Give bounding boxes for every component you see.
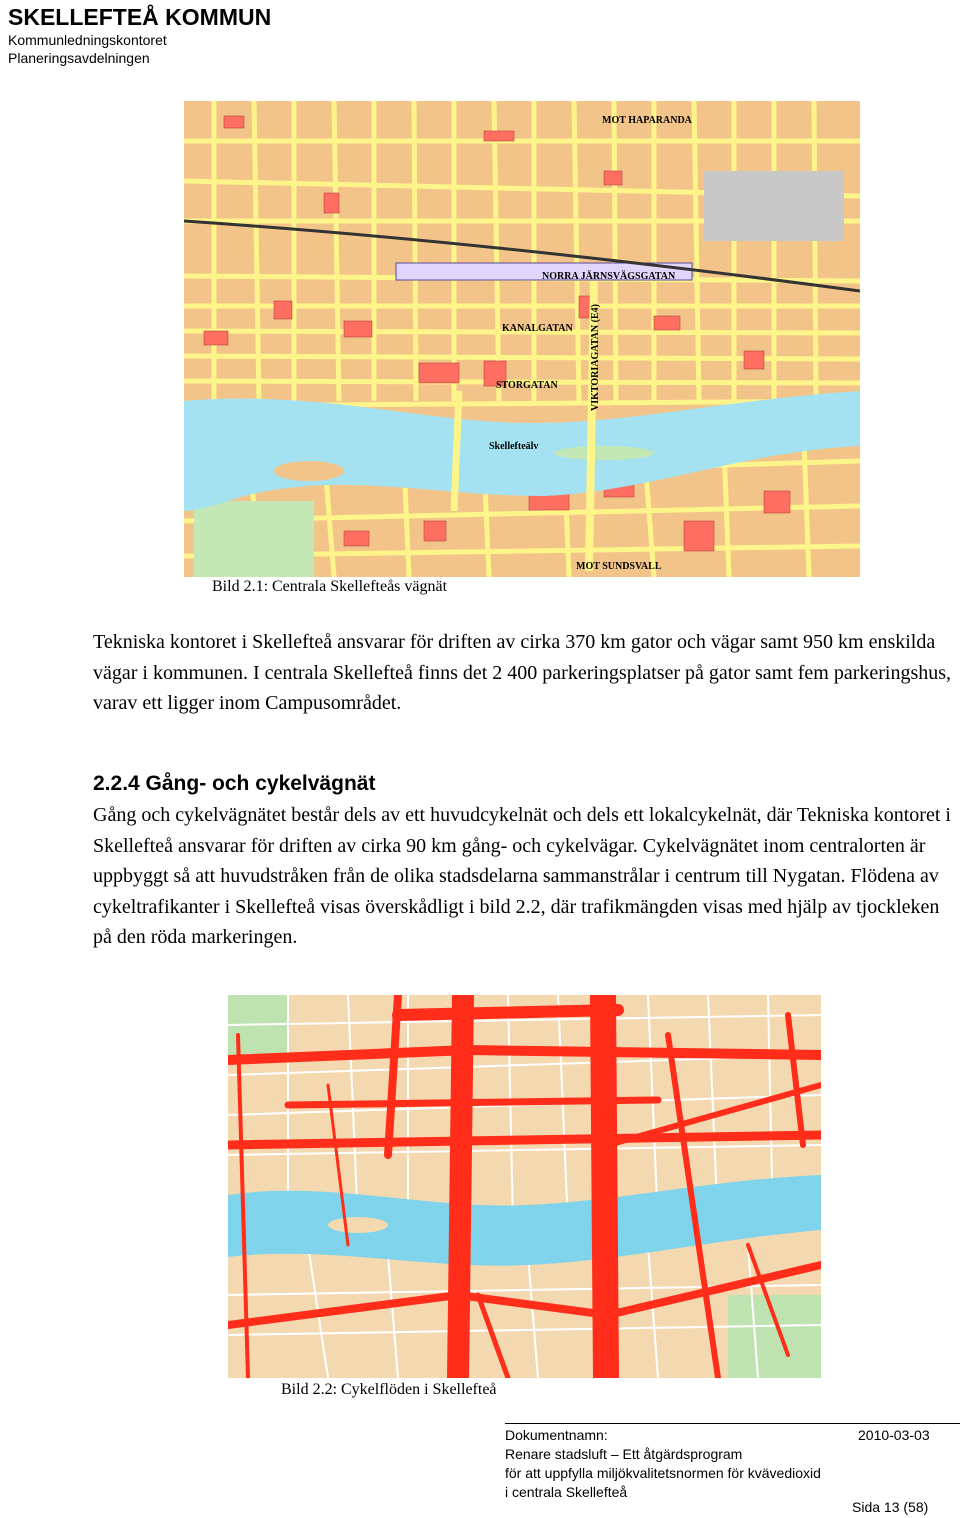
org-name: SKELLEFTEÅ KOMMUN [8, 4, 272, 30]
label-mot-haparanda: MOT HAPARANDA [602, 115, 692, 126]
river-island [274, 461, 344, 481]
label-viktoriagatan: VIKTORIAGATAN (E4) [590, 304, 601, 411]
river-island [554, 446, 654, 460]
document-title-line3: i centrala Skellefteå [505, 1484, 628, 1500]
page-number: Sida 13 (58) [852, 1499, 929, 1515]
label-skelleftealv: Skellefteälv [489, 441, 539, 452]
label-storgatan: STORGATAN [496, 380, 558, 391]
figure-caption-2: Bild 2.2: Cykelflöden i Skellefteå [281, 1381, 497, 1398]
document-title-line1: Renare stadsluft – Ett åtgärdsprogram [505, 1446, 743, 1462]
figure-caption-1: Bild 2.1: Centrala Skellefteås vägnät [212, 578, 448, 595]
footer-divider [505, 1423, 960, 1424]
unit-name: Planeringsavdelningen [8, 50, 150, 66]
label-mot-sundsvall: MOT SUNDSVALL [576, 561, 662, 572]
park-area [194, 501, 314, 577]
park-area [704, 171, 844, 241]
bridge [454, 391, 459, 511]
road-network-map [184, 101, 860, 577]
label-norra-jarnvagsgatan: NORRA JÄRNSVÄGSGATAN [542, 271, 676, 282]
document-date: 2010-03-03 [858, 1427, 930, 1443]
department-name: Kommunledningskontoret [8, 32, 167, 48]
section-heading: 2.2.4 Gång- och cykelvägnät [93, 772, 376, 795]
document-title-line2: för att uppfylla miljökvalitetsnormen för kvävedioxid [505, 1465, 821, 1481]
document-name-label: Dokumentnamn: [505, 1427, 608, 1443]
label-kanalgatan: KANALGATAN [502, 323, 573, 334]
paragraph-road-maintenance: Tekniska kontoret i Skellefteå ansvarar för driften av cirka 370 km gator och vägar samt 950 km enskilda vägar i kommunen. I centrala Skellefteå finns det 2 400 parkeringsplatser på gator samt fem parkeringshus, varav ett ligger inom Campusområdet. [93, 631, 952, 714]
park-area [728, 1295, 821, 1378]
river-island [328, 1217, 388, 1233]
cycle-flow-map [228, 995, 821, 1378]
paragraph-cycle-network: Gång och cykelvägnätet består dels av ett huvudcykelnät och dels ett lokalcykelnät, där Tekniska kontoret i Skellefteå ansvarar för driften av cirka 90 km gång- och cykelvägar. Cykelvägnätet inom centralorten är uppbyggt så att huvudstråken från de olika stadsdelarna sammanstrålar i centrum till Nygatan. Flödena av cykeltrafikanter i Skellefteå visas överskådligt i bild 2.2, där trafikmängden visas med hjälp av tjockleken på den röda markeringen. [93, 804, 951, 948]
